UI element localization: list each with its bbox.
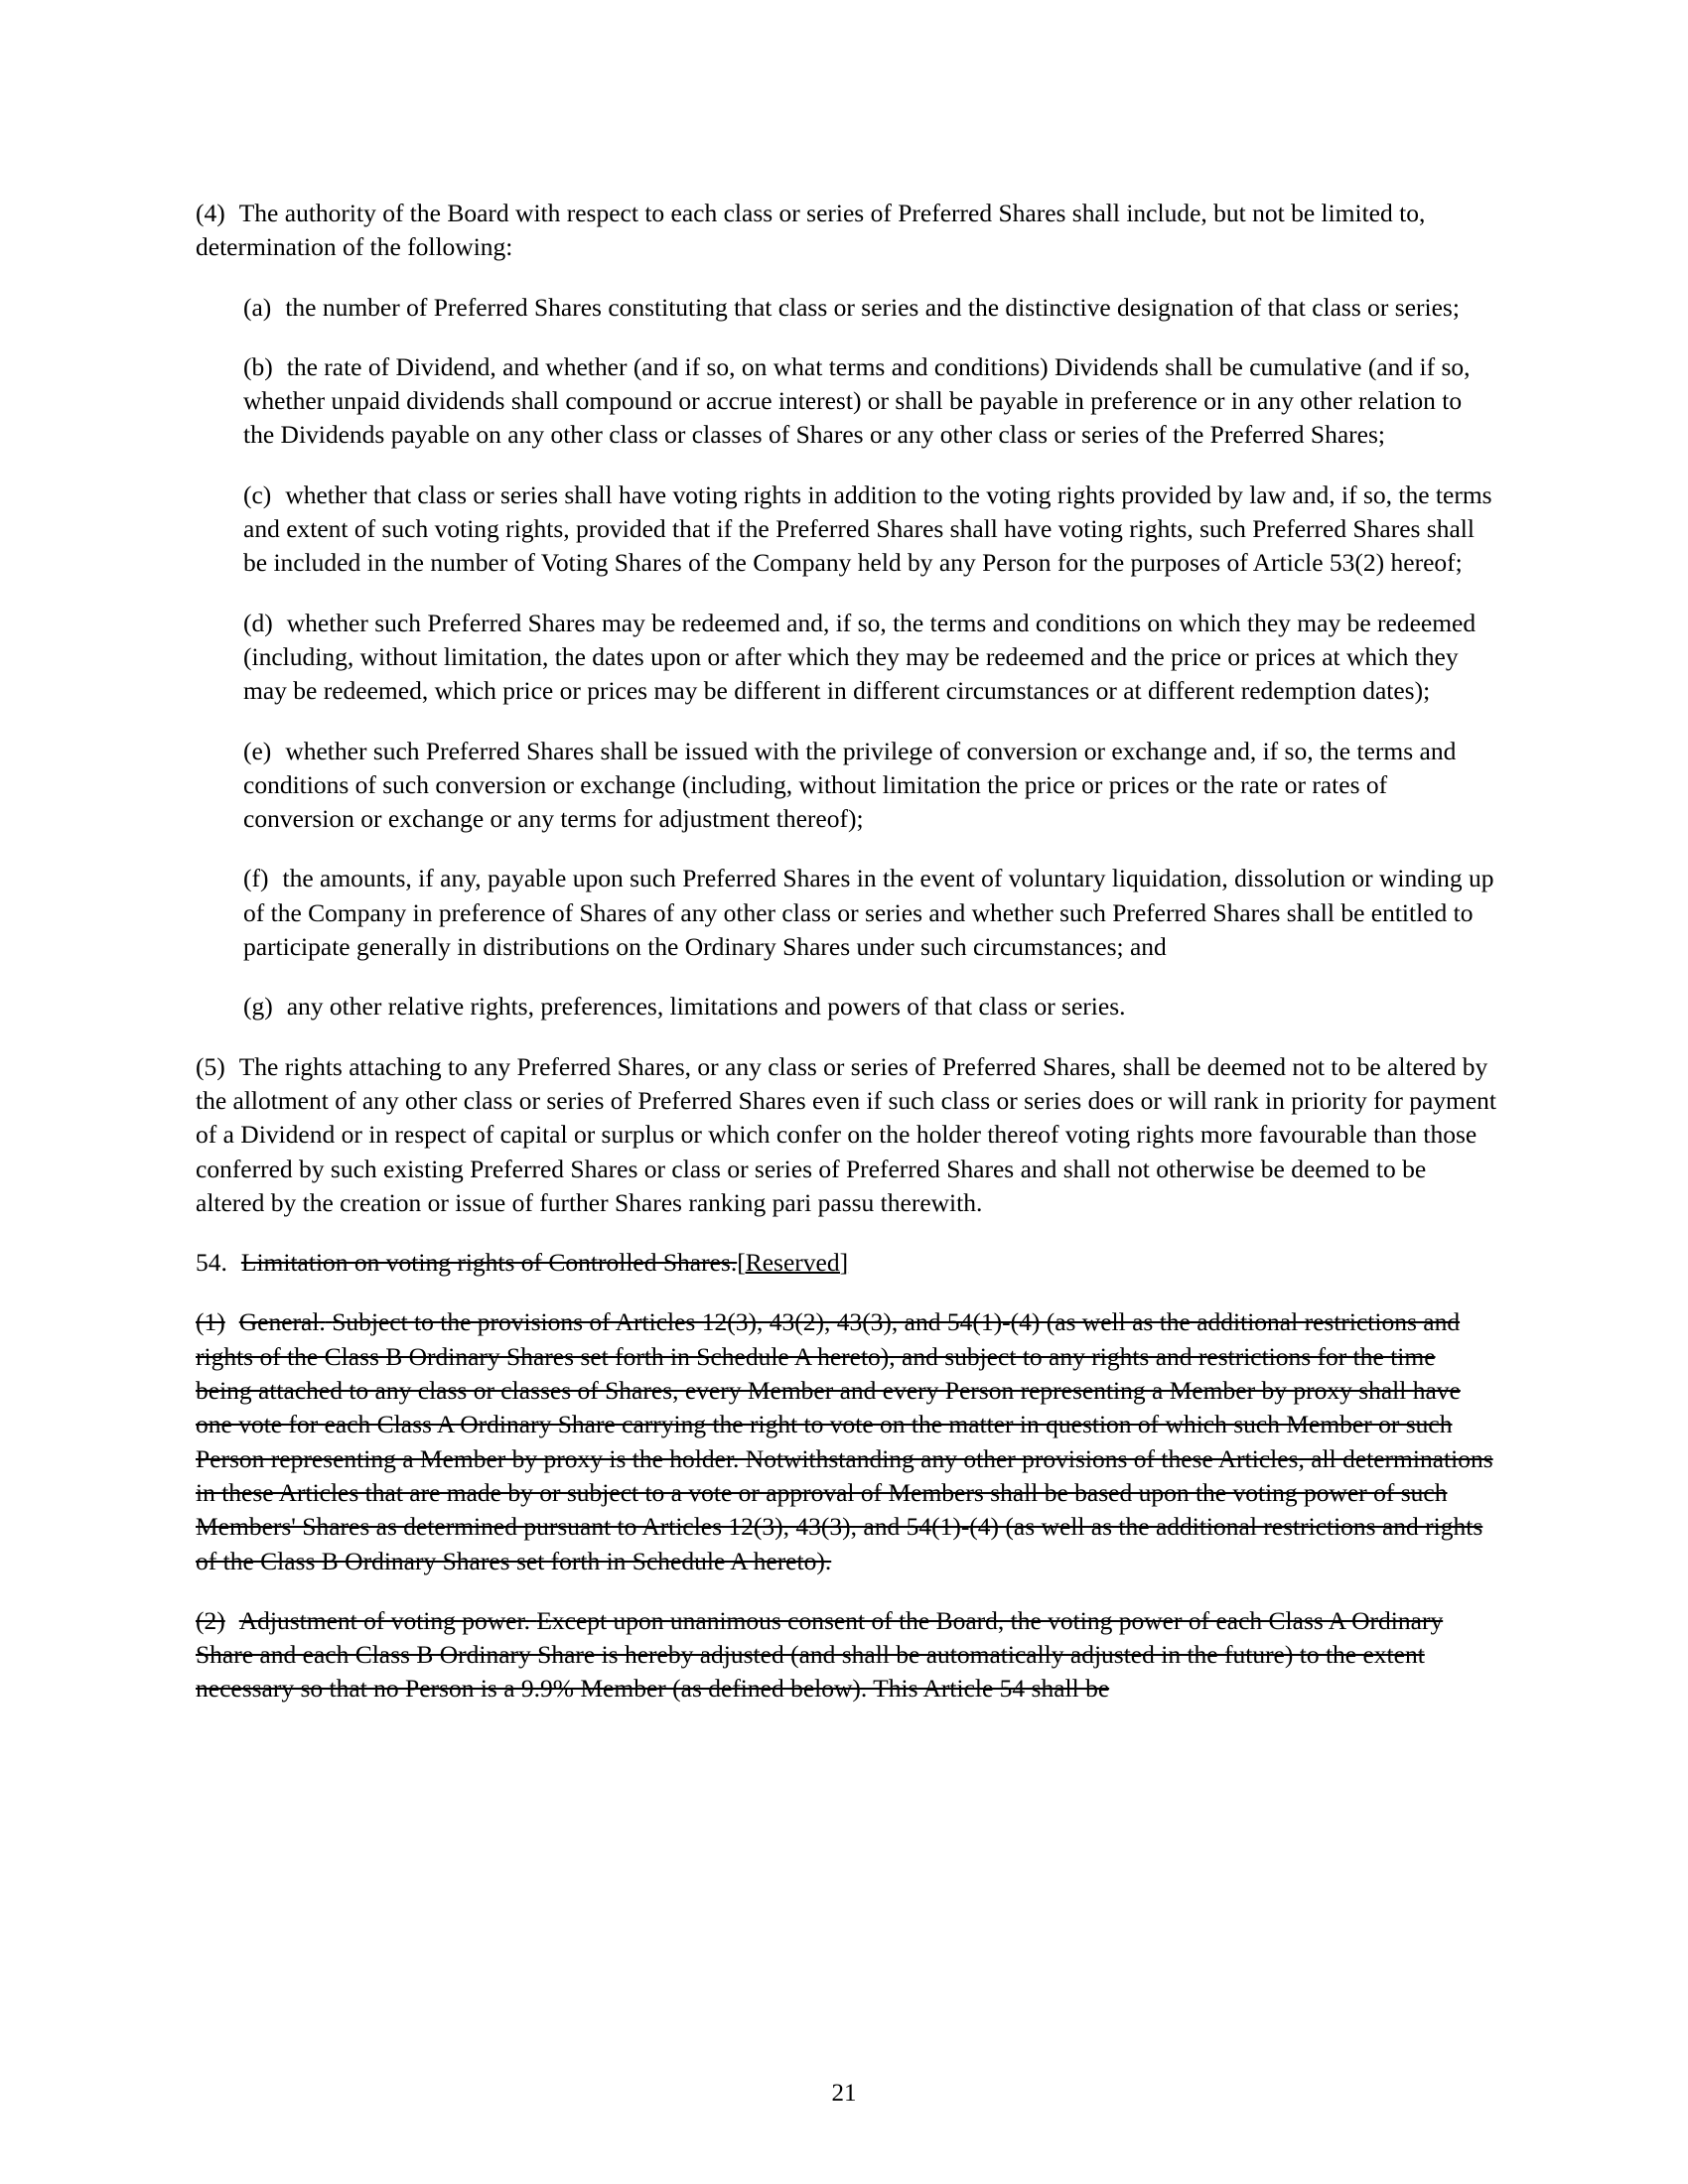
- page-number: 21: [831, 2080, 857, 2107]
- subclause-c: [243, 478, 1496, 581]
- deleted-paragraph-2-label: (2): [196, 1605, 225, 1635]
- subclause-f-label: (f): [243, 864, 269, 893]
- subclause-g-label: (g): [243, 992, 273, 1022]
- subclause-c-text: whether that class or series shall have voting rights in addition to the voting rights provided by law and, if so, the terms and extent of such voting rights, provided that if the Preferred Shares shall have voting rights, such Preferred Shares shall be included in the number of Voting Shares of the Company held by any Person for the purposes of Article 53(2) hereof;: [243, 479, 1492, 578]
- deleted-paragraph-2-heading: Adjustment of voting power.: [238, 1605, 530, 1635]
- subclause-c-label: (c): [243, 479, 272, 509]
- subclause-e-text: whether such Preferred Shares shall be issued with the privilege of conversion or exchange and, if so, the terms and conditions of such conversion or exchange (including, without limitation the price or prices or the rate or rates of conversion or exchange or any terms for adjustment thereof);: [243, 736, 1457, 834]
- subclause-f-text: the amounts, if any, payable upon such Preferred Shares in the event of voluntary liquidation, dissolution or winding up of the Company in preference of Shares of any other class or series and whether such Preferred Shares shall be entitled to participate generally in distributions on the Ordinary Shares under such circumstances; and: [243, 864, 1494, 962]
- subclause-g: [243, 990, 1496, 1024]
- clause-5-number: (5): [196, 1051, 225, 1081]
- subclause-e: [243, 735, 1496, 837]
- subclause-d: [243, 607, 1496, 709]
- article-54-deleted-paragraph-1: [196, 1305, 1496, 1577]
- clause-4-paragraph: [196, 197, 1496, 265]
- deleted-paragraph-1-heading: General.: [238, 1307, 326, 1337]
- clause-4-number: (4): [196, 199, 225, 227]
- subclause-b: [243, 350, 1496, 453]
- subclause-a-label: (a): [243, 292, 272, 322]
- subclause-b-text: the rate of Dividend, and whether (and if so, on what terms and conditions) Dividends shall be cumulative (and if so, whether unpaid dividends shall compound or accrue interest) or shall be payable in preference or in any other relation to the Dividends payable on any other class or classes of Shares or any other class or series of the Preferred Shares;: [243, 351, 1471, 450]
- subclause-b-label: (b): [243, 351, 273, 381]
- clause-5-text: The rights attaching to any Preferred Shares, or any class or series of Preferred Shares, shall be deemed not to be altered by the allotment of any other class or series of Preferred Shares even if such class or series does or will rank in priority for payment of a Dividend or in respect of capital or surplus or which confer on the holder thereof voting rights more favourable than those conferred by such existing Preferred Shares or class or series of Preferred Shares and shall not otherwise be deemed to be altered by the creation or issue of further Shares ranking pari passu therewith.: [196, 1051, 1497, 1217]
- clause-4-text: The authority of the Board with respect to each class or series of Preferred Shares shall include, but not be limited to, determination of the following:: [196, 199, 1426, 262]
- article-54-inserted-title: [Reserved]: [737, 1248, 849, 1278]
- subclause-g-text: any other relative rights, preferences, limitations and powers of that class or series.: [286, 992, 1126, 1022]
- subclause-f: [243, 862, 1496, 964]
- article-54-deleted-paragraph-2: [196, 1604, 1496, 1706]
- article-54-number: 54.: [196, 1248, 227, 1278]
- deleted-paragraph-1-label: (1): [196, 1307, 225, 1337]
- deleted-paragraph-2-text: Except upon unanimous consent of the Board, the voting power of each Class A Ordinary Share and each Class B Ordinary Share is hereby adjusted (and shall be automatically adjusted in the future) to the extent necessary so that no Person is a 9.9% Member (as defined below). This Article 54 shall be: [196, 1605, 1444, 1704]
- subclause-d-label: (d): [243, 608, 273, 637]
- page-content: [196, 197, 1496, 1732]
- subclause-e-label: (e): [243, 736, 272, 765]
- article-54-heading: [196, 1246, 1496, 1280]
- subclause-a: [243, 291, 1496, 325]
- clause-5-paragraph: [196, 1050, 1496, 1220]
- deleted-paragraph-1-text: Subject to the provisions of Articles 12(3), 43(2), 43(3), and 54(1)-(4) (as well as the additional restrictions and rights of the Class B Ordinary Shares set forth in Schedule A hereto), and subject to any rights and restrictions for the time being attached to any class or classes of Shares, every Member and every Person representing a Member by proxy shall have one vote for each Class A Ordinary Share carrying the right to vote on the matter in question of which such Member or such Person representing a Member by proxy is the holder. Notwithstanding any other provisions of these Articles, all determinations in these Articles that are made by or subject to a vote or approval of Members shall be based upon the voting power of such Members' Shares as determined pursuant to Articles 12(3), 43(3), and 54(1)-(4) (as well as the additional restrictions and rights of the Class B Ordinary Shares set forth in Schedule A hereto).: [196, 1307, 1493, 1575]
- article-54-deleted-title: Limitation on voting rights of Controlled Shares.: [240, 1248, 738, 1278]
- subclause-d-text: whether such Preferred Shares may be redeemed and, if so, the terms and conditions on which they may be redeemed (including, without limitation, the dates upon or after which they may be redeemed and the price or prices at which they may be redeemed, which price or prices may be different in different circumstances or at different redemption dates);: [243, 608, 1477, 706]
- subclause-a-text: the number of Preferred Shares constituting that class or series and the distinctive designation of that class or series;: [285, 292, 1460, 322]
